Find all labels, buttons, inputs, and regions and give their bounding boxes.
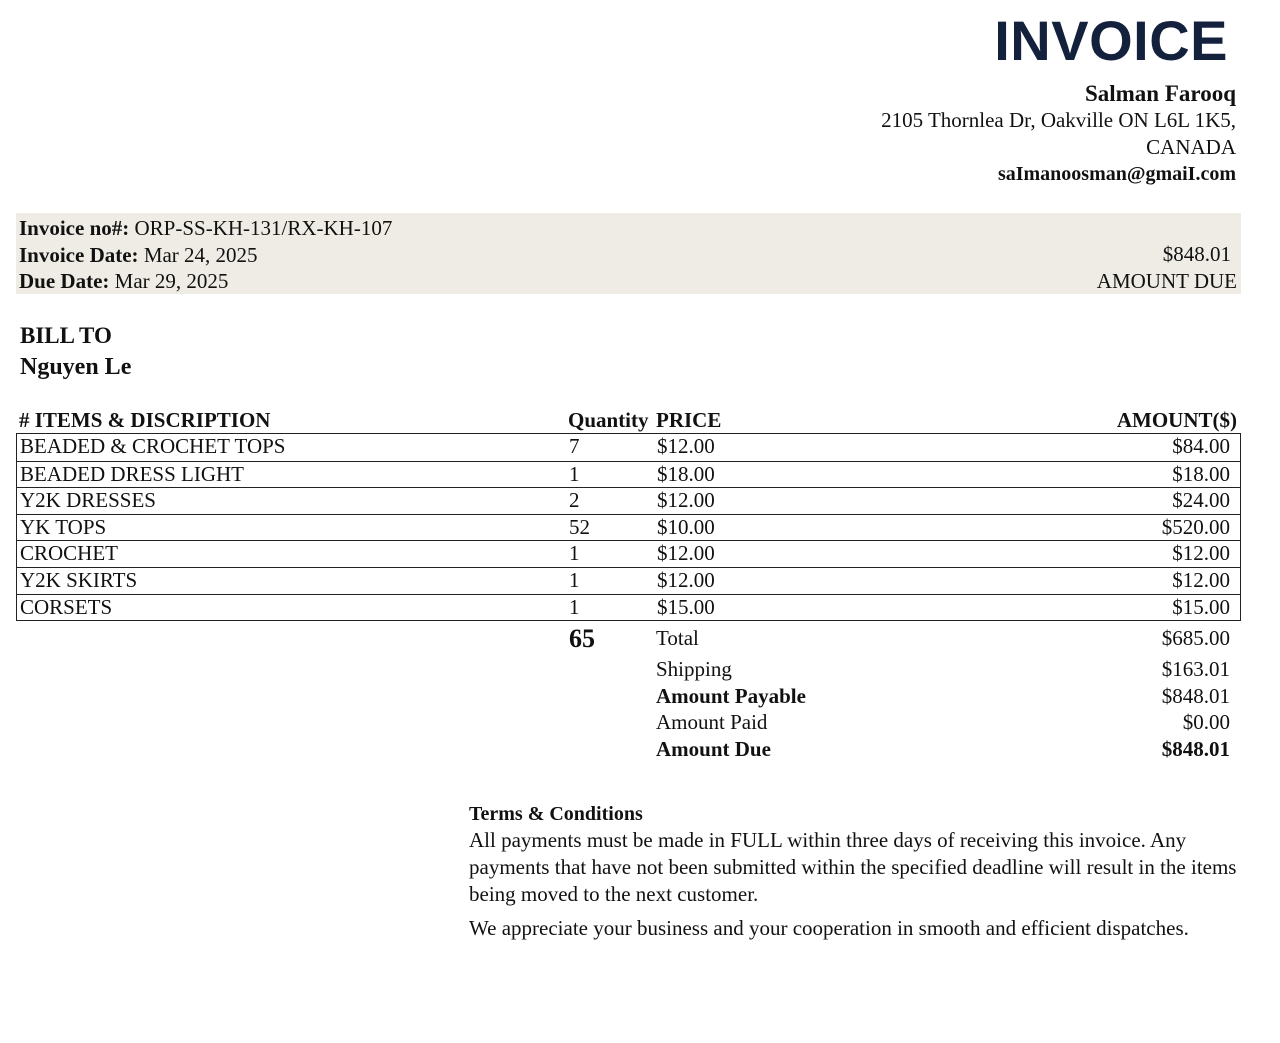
item-quantity: 2 <box>569 488 580 513</box>
due-date: Mar 29, 2025 <box>114 269 229 293</box>
sender-address-line1: 2105 Thornlea Dr, Oakville ON L6L 1K5, <box>881 108 1236 132</box>
item-quantity: 1 <box>569 461 580 486</box>
item-price: $12.00 <box>657 567 715 592</box>
terms-title: Terms & Conditions <box>469 803 643 825</box>
items-table-header <box>19 408 1237 434</box>
due-date-label: Due Date: <box>19 269 110 293</box>
header-quantity: Quantity <box>568 408 649 432</box>
invoice-number: ORP-SS-KH-131/RX-KH-107 <box>134 216 393 240</box>
item-amount: $15.00 <box>1172 594 1230 619</box>
table-row <box>17 594 1240 621</box>
item-description: Y2K DRESSES <box>20 488 156 513</box>
item-description: Y2K SKIRTS <box>20 567 138 592</box>
invoice-date-label: Invoice Date: <box>19 242 139 267</box>
total-label: Total <box>656 626 699 650</box>
item-price: $12.00 <box>657 541 715 566</box>
total-value: $685.00 <box>1161 626 1230 650</box>
item-quantity: 52 <box>569 514 590 539</box>
table-row <box>17 487 1240 514</box>
due-date-line <box>19 268 1241 295</box>
item-price: $10.00 <box>657 514 715 539</box>
invoice-number-label: Invoice no#: <box>19 216 130 240</box>
shipping-row <box>656 657 1230 683</box>
bill-to-name: Nguyen Le <box>20 354 132 380</box>
invoice-meta-band <box>16 213 1241 294</box>
item-description: CROCHET <box>20 541 119 566</box>
amount-due-block <box>1097 241 1237 294</box>
table-row <box>17 540 1240 567</box>
sender-name: Salman Farooq <box>1084 81 1236 106</box>
amount-due-row <box>656 737 1230 763</box>
amount-paid-value: $0.00 <box>1182 710 1230 734</box>
amount-payable-label: Amount Payable <box>656 684 806 708</box>
item-amount: $12.00 <box>1172 567 1230 592</box>
amount-payable-value: $848.01 <box>1161 684 1230 708</box>
item-quantity: 1 <box>569 541 580 566</box>
total-row <box>656 626 1230 652</box>
header-price: PRICE <box>656 408 722 432</box>
item-description: CORSETS <box>20 594 113 619</box>
item-price: $12.00 <box>657 488 715 513</box>
terms-block <box>469 801 1239 942</box>
item-description: YK TOPS <box>20 514 107 539</box>
item-amount: $520.00 <box>1161 514 1230 539</box>
amount-paid-label: Amount Paid <box>656 710 768 734</box>
table-row <box>17 514 1240 541</box>
invoice-date-line <box>19 242 1241 269</box>
item-amount: $24.00 <box>1172 488 1230 513</box>
shipping-label: Shipping <box>656 657 732 681</box>
terms-body: All payments must be made in FULL within three days of receiving this invoice. Any payments that have not been submitted within the specified deadline will result in the items being moved to the next customer. <box>469 828 1237 906</box>
amount-paid-row <box>656 710 1230 736</box>
amount-due-value: $848.01 <box>1162 242 1231 266</box>
invoice-title: INVOICE <box>994 9 1228 72</box>
amount-due-row-label: Amount Due <box>656 737 771 761</box>
amount-due-label: AMOUNT DUE <box>1096 268 1237 293</box>
item-description: BEADED DRESS LIGHT <box>20 461 244 486</box>
amount-due-row-value: $848.01 <box>1161 737 1230 761</box>
item-description: BEADED & CROCHET TOPS <box>20 434 286 458</box>
invoice-number-line <box>19 215 1241 242</box>
item-quantity: 1 <box>569 567 580 592</box>
invoice-date: Mar 24, 2025 <box>143 242 258 267</box>
bill-to-label: BILL TO <box>20 323 112 348</box>
header-description: # ITEMS & DISCRIPTION <box>19 408 271 432</box>
terms-closing: We appreciate your business and your cooperation in smooth and efficient dispatches. <box>469 916 1189 940</box>
item-amount: $12.00 <box>1172 541 1230 566</box>
shipping-value: $163.01 <box>1161 657 1230 681</box>
totals-block <box>0 622 1280 762</box>
item-price: $18.00 <box>657 461 715 486</box>
sender-block <box>881 80 1236 188</box>
header-amount: AMOUNT($) <box>1116 408 1237 432</box>
sender-address-line2: CANADA <box>1146 135 1236 159</box>
table-row <box>17 434 1240 461</box>
item-amount: $18.00 <box>1172 461 1230 486</box>
table-row <box>17 567 1240 594</box>
table-row <box>17 461 1240 488</box>
item-price: $15.00 <box>657 594 715 619</box>
bill-to-block <box>20 322 131 384</box>
item-quantity: 1 <box>569 594 580 619</box>
item-price: $12.00 <box>657 434 715 458</box>
amount-payable-row <box>656 684 1230 710</box>
total-quantity: 65 <box>569 624 595 653</box>
item-amount: $84.00 <box>1172 434 1230 458</box>
sender-email: saImanoosman@gmaiI.com <box>997 163 1236 185</box>
items-table <box>16 433 1241 621</box>
item-quantity: 7 <box>569 434 580 458</box>
